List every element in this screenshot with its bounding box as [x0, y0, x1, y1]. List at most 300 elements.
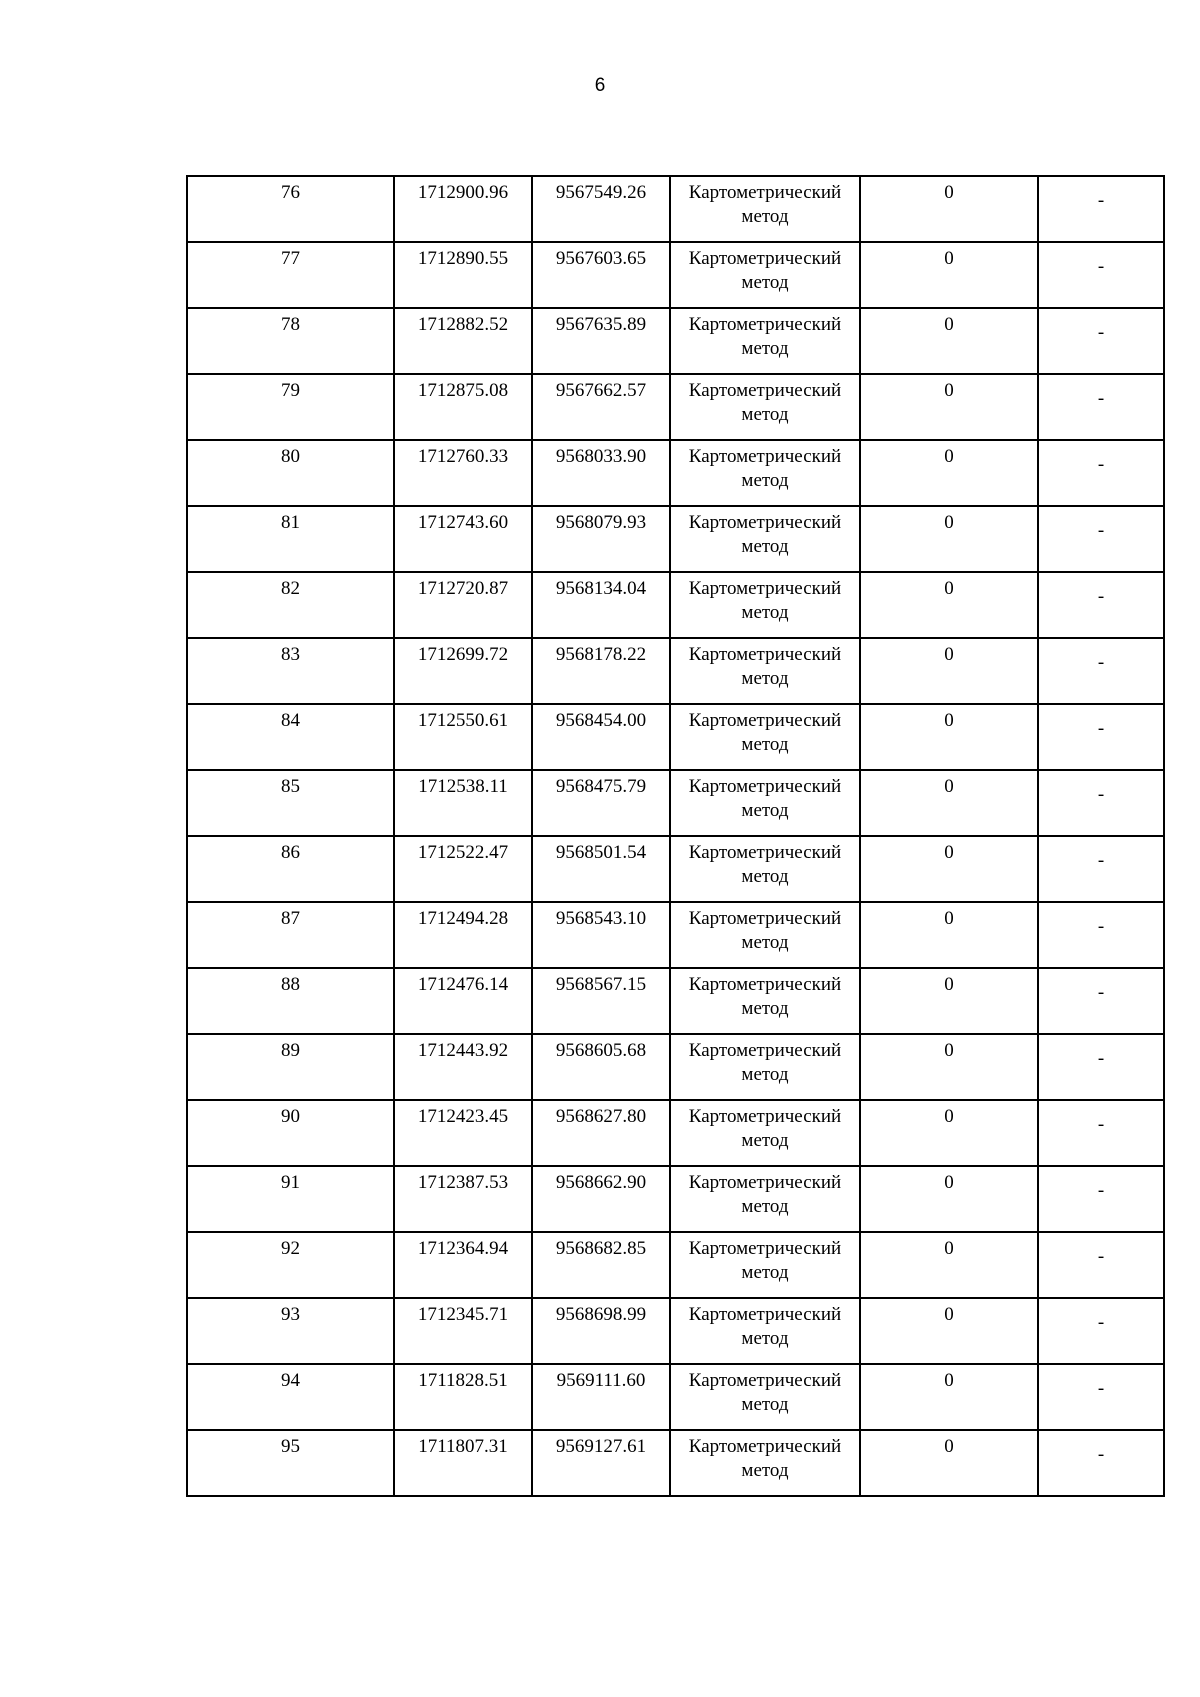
accuracy-cell [860, 1364, 1038, 1430]
method-line-2: метод [741, 272, 789, 293]
note-cell-text: - [1097, 1312, 1105, 1333]
x-coordinate-cell [394, 1100, 532, 1166]
note-cell [1038, 176, 1164, 242]
point-number-cell-text: 91 [281, 1172, 300, 1193]
method-text [671, 1365, 859, 1417]
method-line-2: метод [741, 536, 789, 557]
note-cell-text: - [1097, 256, 1105, 277]
method-text [671, 705, 859, 757]
table-row [187, 1298, 1164, 1364]
table-row [187, 242, 1164, 308]
accuracy-cell-text: 0 [944, 380, 954, 401]
method-line-2: метод [741, 734, 789, 755]
method-line-1: Картометрический [688, 644, 842, 665]
x-coordinate-cell-text: 1712538.11 [418, 776, 508, 797]
point-number-cell-text: 88 [281, 974, 300, 995]
note-cell [1038, 1232, 1164, 1298]
method-cell [670, 506, 860, 572]
point-number-cell-text: 78 [281, 314, 300, 335]
method-cell [670, 440, 860, 506]
note-cell [1038, 506, 1164, 572]
point-number-cell [187, 506, 394, 572]
method-line-1: Картометрический [688, 776, 842, 797]
method-text [671, 375, 859, 427]
accuracy-cell [860, 1232, 1038, 1298]
x-coordinate-cell [394, 1232, 532, 1298]
method-text [671, 837, 859, 889]
method-line-1: Картометрический [688, 974, 842, 995]
x-coordinate-cell [394, 1364, 532, 1430]
note-cell-text: - [1097, 916, 1105, 937]
note-cell [1038, 308, 1164, 374]
point-number-cell [187, 1430, 394, 1496]
method-line-1: Картометрический [688, 380, 842, 401]
point-number-cell [187, 572, 394, 638]
method-text [671, 309, 859, 361]
method-text [671, 1101, 859, 1153]
table-row [187, 1166, 1164, 1232]
y-coordinate-cell [532, 506, 670, 572]
y-coordinate-cell-text: 9568454.00 [555, 710, 647, 731]
accuracy-cell [860, 968, 1038, 1034]
method-line-1: Картометрический [688, 1172, 842, 1193]
table-row [187, 176, 1164, 242]
method-cell [670, 968, 860, 1034]
table-row [187, 836, 1164, 902]
y-coordinate-cell-text: 9568605.68 [555, 1040, 647, 1061]
page-number: 6 [594, 75, 606, 96]
x-coordinate-cell-text: 1712364.94 [417, 1238, 509, 1259]
method-line-1: Картометрический [688, 314, 842, 335]
point-number-cell [187, 1100, 394, 1166]
accuracy-cell [860, 176, 1038, 242]
y-coordinate-cell-text: 9569111.60 [556, 1370, 646, 1391]
method-line-1: Картометрический [688, 578, 842, 599]
note-cell [1038, 1100, 1164, 1166]
method-line-2: метод [741, 404, 789, 425]
table-row [187, 902, 1164, 968]
y-coordinate-cell [532, 242, 670, 308]
x-coordinate-cell-text: 1711828.51 [418, 1370, 508, 1391]
point-number-cell-text: 82 [281, 578, 300, 599]
accuracy-cell [860, 902, 1038, 968]
y-coordinate-cell [532, 1298, 670, 1364]
accuracy-cell-text: 0 [944, 1370, 954, 1391]
method-cell [670, 1232, 860, 1298]
point-number-cell-text: 86 [281, 842, 300, 863]
method-cell [670, 242, 860, 308]
x-coordinate-cell-text: 1712882.52 [417, 314, 509, 335]
table-row [187, 770, 1164, 836]
x-coordinate-cell [394, 374, 532, 440]
y-coordinate-cell [532, 308, 670, 374]
method-line-2: метод [741, 998, 789, 1019]
note-cell [1038, 1298, 1164, 1364]
accuracy-cell [860, 374, 1038, 440]
point-number-cell-text: 76 [281, 182, 300, 203]
x-coordinate-cell-text: 1712494.28 [417, 908, 509, 929]
note-cell-text: - [1097, 388, 1105, 409]
note-cell-text: - [1097, 322, 1105, 343]
method-cell [670, 572, 860, 638]
accuracy-cell [860, 836, 1038, 902]
accuracy-cell [860, 506, 1038, 572]
note-cell [1038, 638, 1164, 704]
y-coordinate-cell [532, 638, 670, 704]
note-cell-text: - [1097, 784, 1105, 805]
y-coordinate-cell [532, 1166, 670, 1232]
method-cell [670, 836, 860, 902]
accuracy-cell-text: 0 [944, 1172, 954, 1193]
method-line-2: метод [741, 1394, 789, 1415]
point-number-cell [187, 176, 394, 242]
point-number-cell [187, 638, 394, 704]
note-cell [1038, 440, 1164, 506]
x-coordinate-cell [394, 704, 532, 770]
method-cell [670, 1430, 860, 1496]
method-text [671, 639, 859, 691]
method-text [671, 1233, 859, 1285]
y-coordinate-cell-text: 9568682.85 [555, 1238, 647, 1259]
y-coordinate-cell [532, 1034, 670, 1100]
method-line-2: метод [741, 1262, 789, 1283]
x-coordinate-cell [394, 242, 532, 308]
method-text [671, 969, 859, 1021]
note-cell [1038, 704, 1164, 770]
note-cell-text: - [1097, 1048, 1105, 1069]
accuracy-cell-text: 0 [944, 1304, 954, 1325]
note-cell-text: - [1097, 190, 1105, 211]
point-number-cell-text: 95 [281, 1436, 300, 1457]
note-cell-text: - [1097, 1114, 1105, 1135]
x-coordinate-cell [394, 638, 532, 704]
y-coordinate-cell-text: 9568543.10 [555, 908, 647, 929]
accuracy-cell-text: 0 [944, 446, 954, 467]
table-row [187, 704, 1164, 770]
point-number-cell [187, 770, 394, 836]
method-cell [670, 1100, 860, 1166]
method-cell [670, 374, 860, 440]
note-cell [1038, 1166, 1164, 1232]
x-coordinate-cell [394, 572, 532, 638]
y-coordinate-cell [532, 1430, 670, 1496]
method-text [671, 903, 859, 955]
point-number-cell [187, 1232, 394, 1298]
point-number-cell-text: 94 [281, 1370, 300, 1391]
point-number-cell-text: 89 [281, 1040, 300, 1061]
point-number-cell-text: 83 [281, 644, 300, 665]
method-text [671, 1431, 859, 1483]
accuracy-cell [860, 1034, 1038, 1100]
point-number-cell-text: 79 [281, 380, 300, 401]
table-row [187, 968, 1164, 1034]
y-coordinate-cell-text: 9567549.26 [555, 182, 647, 203]
point-number-cell [187, 242, 394, 308]
x-coordinate-cell [394, 506, 532, 572]
x-coordinate-cell-text: 1712743.60 [417, 512, 509, 533]
x-coordinate-cell [394, 308, 532, 374]
x-coordinate-cell [394, 1034, 532, 1100]
method-line-1: Картометрический [688, 1370, 842, 1391]
method-text [671, 1167, 859, 1219]
x-coordinate-cell-text: 1712443.92 [417, 1040, 509, 1061]
accuracy-cell-text: 0 [944, 182, 954, 203]
accuracy-cell-text: 0 [944, 908, 954, 929]
y-coordinate-cell-text: 9569127.61 [555, 1436, 647, 1457]
accuracy-cell-text: 0 [944, 1040, 954, 1061]
x-coordinate-cell-text: 1712522.47 [417, 842, 509, 863]
method-line-1: Картометрический [688, 1238, 842, 1259]
table-row [187, 506, 1164, 572]
point-number-cell [187, 968, 394, 1034]
note-cell-text: - [1097, 1378, 1105, 1399]
x-coordinate-cell-text: 1712387.53 [417, 1172, 509, 1193]
x-coordinate-cell-text: 1712550.61 [417, 710, 509, 731]
point-number-cell-text: 80 [281, 446, 300, 467]
point-number-cell [187, 440, 394, 506]
accuracy-cell-text: 0 [944, 248, 954, 269]
method-line-2: метод [741, 1064, 789, 1085]
x-coordinate-cell [394, 968, 532, 1034]
y-coordinate-cell [532, 440, 670, 506]
point-number-cell-text: 84 [281, 710, 300, 731]
method-cell [670, 1298, 860, 1364]
method-cell [670, 902, 860, 968]
y-coordinate-cell-text: 9567603.65 [555, 248, 647, 269]
note-cell [1038, 1034, 1164, 1100]
y-coordinate-cell [532, 1364, 670, 1430]
note-cell [1038, 968, 1164, 1034]
y-coordinate-cell-text: 9568475.79 [555, 776, 647, 797]
accuracy-cell [860, 1166, 1038, 1232]
method-text [671, 441, 859, 493]
accuracy-cell-text: 0 [944, 842, 954, 863]
method-text [671, 573, 859, 625]
accuracy-cell [860, 638, 1038, 704]
accuracy-cell [860, 440, 1038, 506]
method-text [671, 507, 859, 559]
table-row [187, 1364, 1164, 1430]
method-line-1: Картометрический [688, 512, 842, 533]
method-line-2: метод [741, 800, 789, 821]
note-cell [1038, 770, 1164, 836]
x-coordinate-cell-text: 1711807.31 [418, 1436, 508, 1457]
method-line-2: метод [741, 1130, 789, 1151]
method-line-1: Картометрический [688, 908, 842, 929]
accuracy-cell-text: 0 [944, 1238, 954, 1259]
accuracy-cell-text: 0 [944, 512, 954, 533]
x-coordinate-cell-text: 1712476.14 [417, 974, 509, 995]
y-coordinate-cell [532, 1100, 670, 1166]
method-line-1: Картометрический [688, 842, 842, 863]
method-line-2: метод [741, 932, 789, 953]
accuracy-cell-text: 0 [944, 644, 954, 665]
y-coordinate-cell-text: 9568134.04 [555, 578, 647, 599]
method-cell [670, 1166, 860, 1232]
method-line-1: Картометрический [688, 248, 842, 269]
accuracy-cell-text: 0 [944, 710, 954, 731]
y-coordinate-cell-text: 9567662.57 [555, 380, 647, 401]
accuracy-cell [860, 704, 1038, 770]
point-number-cell [187, 836, 394, 902]
method-line-1: Картометрический [688, 1040, 842, 1061]
note-cell [1038, 1430, 1164, 1496]
y-coordinate-cell [532, 968, 670, 1034]
accuracy-cell [860, 572, 1038, 638]
x-coordinate-cell [394, 836, 532, 902]
point-number-cell-text: 85 [281, 776, 300, 797]
y-coordinate-cell [532, 836, 670, 902]
note-cell [1038, 374, 1164, 440]
x-coordinate-cell-text: 1712875.08 [417, 380, 509, 401]
accuracy-cell-text: 0 [944, 776, 954, 797]
note-cell-text: - [1097, 982, 1105, 1003]
note-cell-text: - [1097, 520, 1105, 541]
accuracy-cell-text: 0 [944, 1436, 954, 1457]
method-line-1: Картометрический [688, 1436, 842, 1457]
table-row [187, 1232, 1164, 1298]
note-cell-text: - [1097, 1180, 1105, 1201]
coordinates-table-body [187, 176, 1164, 1496]
x-coordinate-cell [394, 1298, 532, 1364]
note-cell [1038, 242, 1164, 308]
table-row [187, 1100, 1164, 1166]
method-line-2: метод [741, 668, 789, 689]
table-row [187, 374, 1164, 440]
y-coordinate-cell-text: 9568178.22 [555, 644, 647, 665]
accuracy-cell [860, 1430, 1038, 1496]
table-row [187, 572, 1164, 638]
x-coordinate-cell-text: 1712890.55 [417, 248, 509, 269]
method-cell [670, 1034, 860, 1100]
accuracy-cell [860, 242, 1038, 308]
y-coordinate-cell-text: 9568627.80 [555, 1106, 647, 1127]
y-coordinate-cell-text: 9568662.90 [555, 1172, 647, 1193]
point-number-cell-text: 92 [281, 1238, 300, 1259]
method-cell [670, 770, 860, 836]
point-number-cell [187, 374, 394, 440]
accuracy-cell [860, 1298, 1038, 1364]
y-coordinate-cell-text: 9568033.90 [555, 446, 647, 467]
accuracy-cell [860, 308, 1038, 374]
method-line-2: метод [741, 470, 789, 491]
accuracy-cell [860, 1100, 1038, 1166]
method-line-2: метод [741, 1328, 789, 1349]
method-line-2: метод [741, 206, 789, 227]
x-coordinate-cell-text: 1712423.45 [417, 1106, 509, 1127]
x-coordinate-cell [394, 770, 532, 836]
method-line-1: Картометрический [688, 710, 842, 731]
note-cell [1038, 902, 1164, 968]
table-row [187, 1034, 1164, 1100]
point-number-cell-text: 90 [281, 1106, 300, 1127]
x-coordinate-cell [394, 1166, 532, 1232]
note-cell-text: - [1097, 850, 1105, 871]
y-coordinate-cell-text: 9568567.15 [555, 974, 647, 995]
method-text [671, 177, 859, 229]
method-cell [670, 308, 860, 374]
y-coordinate-cell-text: 9568079.93 [555, 512, 647, 533]
table-row [187, 440, 1164, 506]
note-cell-text: - [1097, 1444, 1105, 1465]
accuracy-cell [860, 770, 1038, 836]
x-coordinate-cell-text: 1712720.87 [417, 578, 509, 599]
y-coordinate-cell [532, 572, 670, 638]
method-line-2: метод [741, 602, 789, 623]
point-number-cell-text: 81 [281, 512, 300, 533]
x-coordinate-cell-text: 1712900.96 [417, 182, 509, 203]
table-row [187, 308, 1164, 374]
y-coordinate-cell [532, 374, 670, 440]
accuracy-cell-text: 0 [944, 1106, 954, 1127]
y-coordinate-cell [532, 1232, 670, 1298]
x-coordinate-cell-text: 1712760.33 [417, 446, 509, 467]
method-text [671, 243, 859, 295]
method-line-1: Картометрический [688, 182, 842, 203]
note-cell [1038, 572, 1164, 638]
method-line-1: Картометрический [688, 446, 842, 467]
point-number-cell [187, 902, 394, 968]
method-cell [670, 1364, 860, 1430]
y-coordinate-cell-text: 9568501.54 [555, 842, 647, 863]
point-number-cell [187, 1166, 394, 1232]
x-coordinate-cell [394, 902, 532, 968]
note-cell [1038, 836, 1164, 902]
method-cell [670, 704, 860, 770]
point-number-cell [187, 1298, 394, 1364]
x-coordinate-cell [394, 176, 532, 242]
coordinates-table [186, 175, 1165, 1497]
method-cell [670, 638, 860, 704]
point-number-cell [187, 308, 394, 374]
method-line-1: Картометрический [688, 1304, 842, 1325]
note-cell-text: - [1097, 586, 1105, 607]
x-coordinate-cell [394, 440, 532, 506]
accuracy-cell-text: 0 [944, 974, 954, 995]
method-line-2: метод [741, 1196, 789, 1217]
point-number-cell-text: 87 [281, 908, 300, 929]
note-cell [1038, 1364, 1164, 1430]
method-text [671, 1299, 859, 1351]
note-cell-text: - [1097, 652, 1105, 673]
point-number-cell [187, 704, 394, 770]
point-number-cell-text: 93 [281, 1304, 300, 1325]
x-coordinate-cell-text: 1712699.72 [417, 644, 509, 665]
method-line-2: метод [741, 866, 789, 887]
method-line-1: Картометрический [688, 1106, 842, 1127]
accuracy-cell-text: 0 [944, 578, 954, 599]
note-cell-text: - [1097, 718, 1105, 739]
method-line-2: метод [741, 338, 789, 359]
x-coordinate-cell [394, 1430, 532, 1496]
method-line-2: метод [741, 1460, 789, 1481]
note-cell-text: - [1097, 454, 1105, 475]
point-number-cell-text: 77 [281, 248, 300, 269]
x-coordinate-cell-text: 1712345.71 [417, 1304, 509, 1325]
y-coordinate-cell-text: 9568698.99 [555, 1304, 647, 1325]
method-text [671, 771, 859, 823]
y-coordinate-cell [532, 902, 670, 968]
table-row [187, 1430, 1164, 1496]
table-row [187, 638, 1164, 704]
y-coordinate-cell [532, 770, 670, 836]
y-coordinate-cell [532, 704, 670, 770]
method-text [671, 1035, 859, 1087]
y-coordinate-cell [532, 176, 670, 242]
point-number-cell [187, 1034, 394, 1100]
note-cell-text: - [1097, 1246, 1105, 1267]
accuracy-cell-text: 0 [944, 314, 954, 335]
